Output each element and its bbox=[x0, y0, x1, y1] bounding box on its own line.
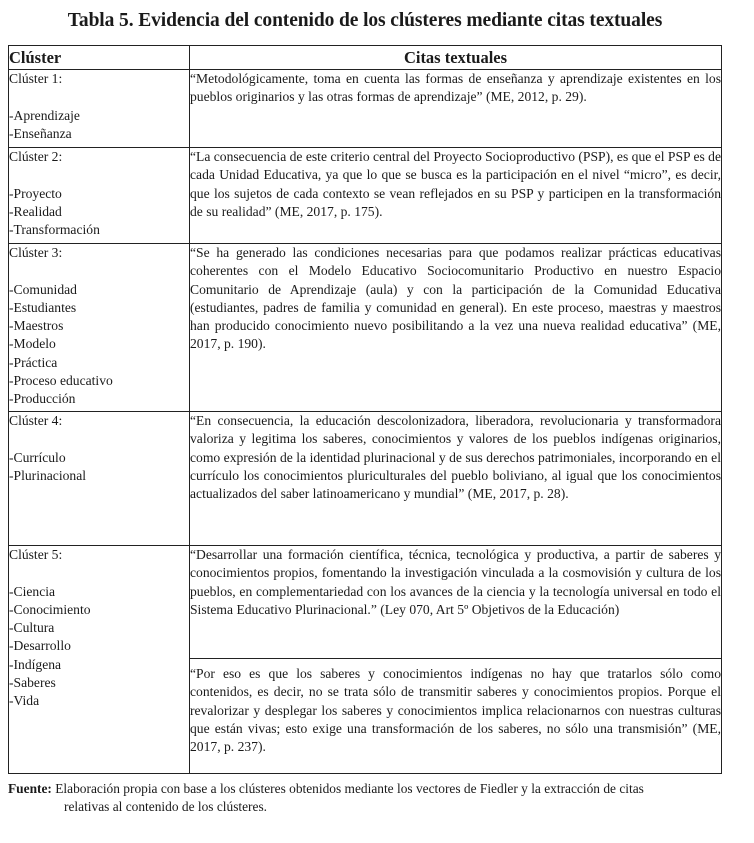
cluster-label: Clúster 2: bbox=[9, 149, 63, 164]
header-cluster: Clúster bbox=[9, 46, 190, 70]
table-title: Tabla 5. Evidencia del contenido de los clústeres mediante citas textuales bbox=[67, 10, 663, 31]
cluster-label: Clúster 3: bbox=[9, 245, 63, 260]
keyword: -Estudiantes bbox=[9, 299, 77, 315]
cluster-label: Clúster 5: bbox=[9, 547, 63, 562]
keyword: -Transformación bbox=[9, 222, 100, 238]
keyword: -Realidad bbox=[9, 203, 62, 219]
table-row bbox=[9, 244, 722, 412]
keyword: -Indígena bbox=[9, 656, 62, 672]
cluster-cell bbox=[9, 244, 190, 412]
source-note bbox=[8, 780, 724, 817]
keyword: -Práctica bbox=[9, 354, 58, 370]
table-header-row bbox=[9, 46, 722, 70]
quote-cell: “Metodológicamente, toma en cuenta las formas de enseñanza y aprendizaje existentes en los pueblos originarios y las otras formas de aprendizaje” (ME, 2012, p. 29). bbox=[190, 70, 722, 148]
keyword: -Proceso educativo bbox=[9, 373, 113, 389]
cluster-cell bbox=[9, 412, 190, 546]
cluster-cell bbox=[9, 546, 190, 774]
keyword: -Cultura bbox=[9, 620, 55, 636]
keyword: -Producción bbox=[9, 391, 76, 407]
keyword: -Conocimiento bbox=[9, 601, 91, 617]
keyword: -Maestros bbox=[9, 318, 64, 334]
cluster-label: Clúster 4: bbox=[9, 413, 63, 428]
table-row bbox=[9, 546, 722, 659]
keyword: -Desarrollo bbox=[9, 638, 71, 654]
quote-cell: “En consecuencia, la educación descolonizadora, liberadora, revolucionaria y transformadora valoriza y legitima los saberes, conocimientos y valores de los pueblos indígenas originarios, como expresión de la identidad plurinacional y de sus derechos patrimoniales, incorporando en el currículo los conocimientos pluriculturales del pueblo boliviano, al igual que los conocimientos actualizados del saber latinoamericano y mundial” (ME, 2017, p. 28). bbox=[190, 412, 722, 546]
keyword: -Enseñanza bbox=[9, 125, 72, 141]
keyword: -Aprendizaje bbox=[9, 107, 80, 123]
header-quotes: Citas textuales bbox=[190, 46, 722, 70]
quote-cell: “Por eso es que los saberes y conocimientos indígenas no hay que tratarlos sólo como contenidos, es decir, no se trata sólo de transmitir saberes y conocimientos propios. Porque el revalorizar y desplegar los saberes y conocimientos implica relacionarnos con nuestras culturas que están vivas; esto exige una transformación de los saberes, no sólo una transmisión” (ME, 2017, p. 237). bbox=[190, 659, 722, 774]
source-text-line2: relativas al contenido de los clústeres. bbox=[64, 799, 268, 815]
clusters-table bbox=[8, 45, 722, 774]
keyword: -Currículo bbox=[9, 449, 66, 465]
table-row bbox=[9, 412, 722, 546]
source-text-line1: Elaboración propia con base a los clústeres obtenidos mediante los vectores de Fiedler y la extracción de citas bbox=[55, 781, 644, 796]
keyword: -Modelo bbox=[9, 336, 56, 352]
quote-cell: “Desarrollar una formación científica, técnica, tecnológica y productiva, a partir de saberes y conocimientos propios, fomentando la investigación vinculada a la cosmovisión y cultura de los pueblos, en complementariedad con los avances de la ciencia y la tecnología universal en todo el Sistema Educativo Plurinacional.” (Ley 070, Art 5º Objetivos de la Educación) bbox=[190, 546, 722, 659]
keyword: -Comunidad bbox=[9, 281, 77, 297]
keyword: -Plurinacional bbox=[9, 467, 87, 483]
cluster-label: Clúster 1: bbox=[9, 71, 63, 86]
cluster-cell bbox=[9, 148, 190, 244]
quote-cell: “Se ha generado las condiciones necesarias para que podamos realizar prácticas educativas coherentes con el Modelo Educativo Sociocomunitario Productivo en nuestro Espacio Comunitario de Aprendizaje (aula) y con la participación de la Comunidad Educativa (estudiantes, padres de familia y comunidad en general). En este proceso, maestras y maestros han producido conocimiento nuevo posibilitando a la vez una nueva realidad educativa” (ME, 2017, p. 190). bbox=[190, 244, 722, 412]
table-row bbox=[9, 148, 722, 244]
keyword: -Proyecto bbox=[9, 185, 62, 201]
table-row bbox=[9, 70, 722, 148]
cluster-cell bbox=[9, 70, 190, 148]
quote-cell: “La consecuencia de este criterio central del Proyecto Socioproductivo (PSP), es que el PSP es de cada Unidad Educativa, ya que lo que se busca es la participación en el nivel “micro”, es decir, que los sujetos de cada contexto se vean reflejados en su PSP y participen en la transformación de su realidad” (ME, 2017, p. 175). bbox=[190, 148, 722, 244]
keyword: -Saberes bbox=[9, 675, 56, 691]
source-label: Fuente: bbox=[8, 781, 52, 796]
keyword: -Vida bbox=[9, 693, 40, 709]
keyword: -Ciencia bbox=[9, 583, 56, 599]
